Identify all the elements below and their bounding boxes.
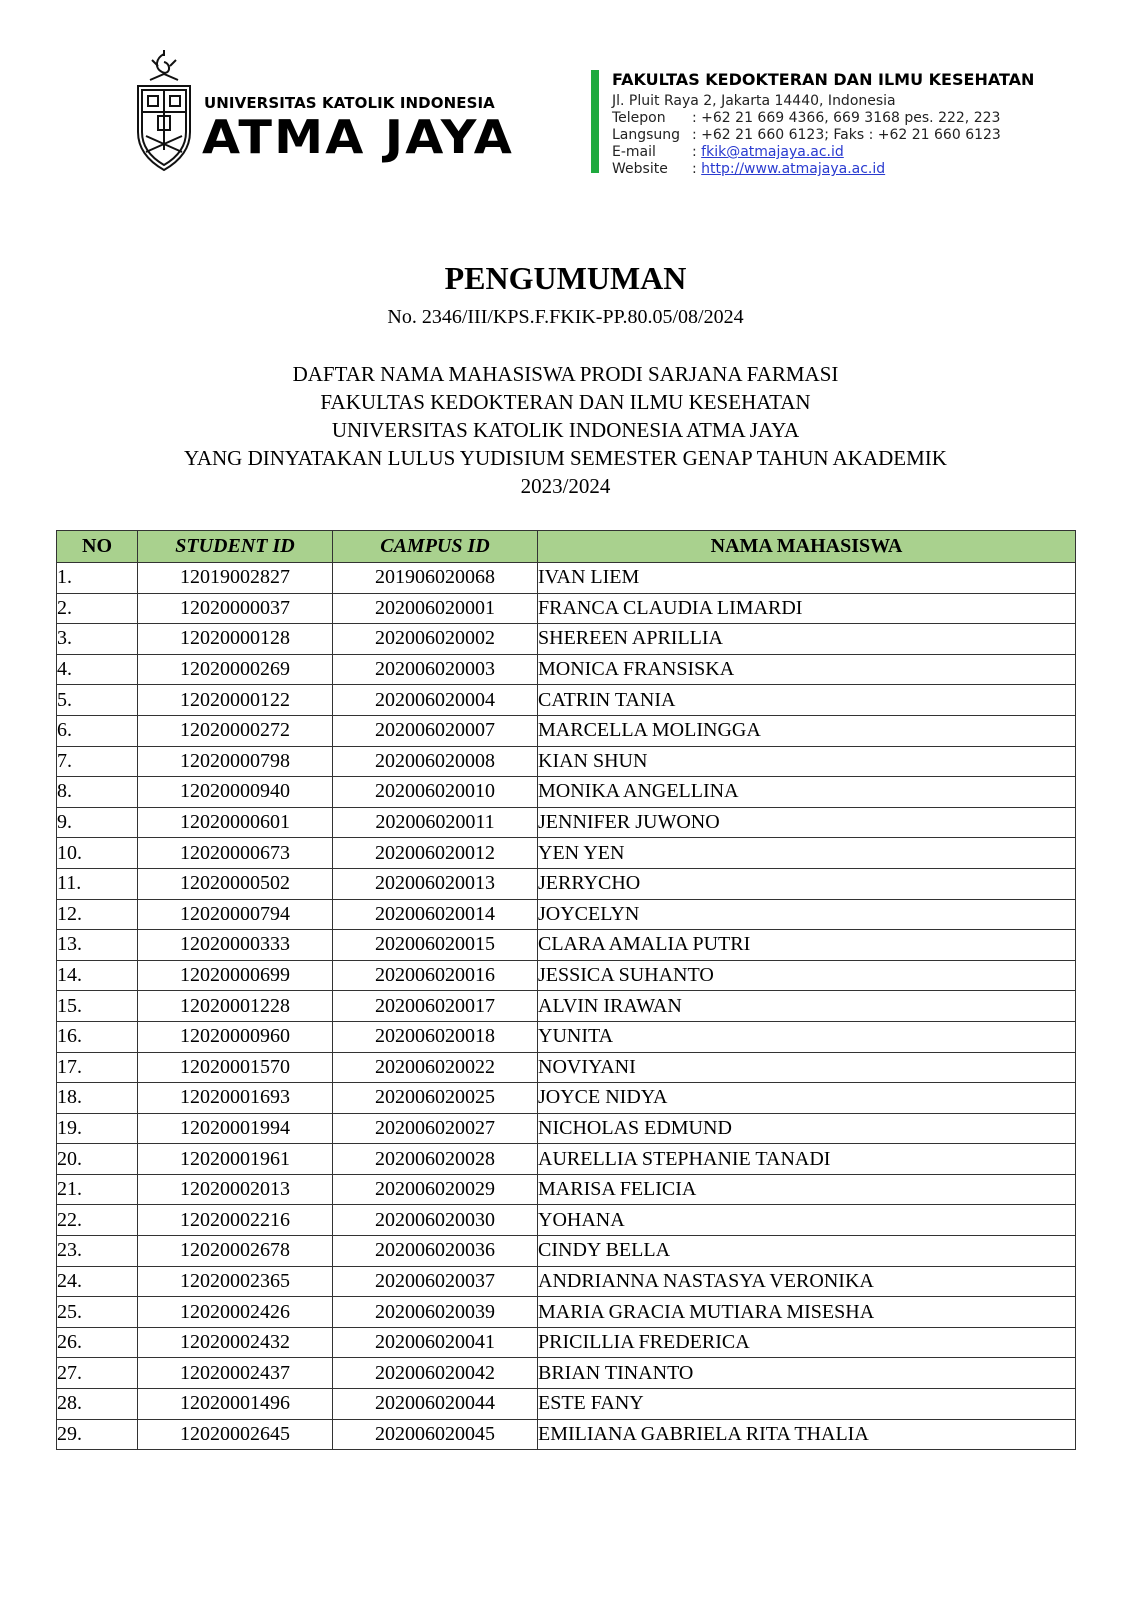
student-id-cell: 12020000940 (138, 777, 333, 808)
subtitle-line: FAKULTAS KEDOKTERAN DAN ILMU KESEHATAN (320, 390, 811, 414)
campus-id-cell: 202006020027 (333, 1113, 538, 1144)
student-name-cell: JOYCE NIDYA (538, 1083, 1076, 1114)
table-row (57, 1327, 1076, 1358)
graduate-list-table (56, 530, 1076, 1450)
student-name-cell: NOVIYANI (538, 1052, 1076, 1083)
table-row (57, 1389, 1076, 1420)
student-name-cell: NICHOLAS EDMUND (538, 1113, 1076, 1144)
row-number: 10. (57, 838, 138, 869)
campus-id-cell: 202006020030 (333, 1205, 538, 1236)
contact-info (612, 93, 1034, 178)
campus-id-cell: 202006020039 (333, 1297, 538, 1328)
student-id-cell: 12020002426 (138, 1297, 333, 1328)
announcement-number: No. 2346/III/KPS.F.FKIK-PP.80.05/08/2024 (387, 306, 744, 328)
student-name-cell: AURELLIA STEPHANIE TANADI (538, 1144, 1076, 1175)
student-name-cell: SHEREEN APRILLIA (538, 624, 1076, 655)
header-campus-id: CAMPUS ID (333, 531, 538, 563)
table-row (57, 1174, 1076, 1205)
row-number: 4. (57, 654, 138, 685)
email-link[interactable]: fkik@atmajaya.ac.id (701, 144, 844, 160)
student-name-cell: ALVIN IRAWAN (538, 991, 1076, 1022)
student-id-cell: 12020000673 (138, 838, 333, 869)
student-name-cell: ESTE FANY (538, 1389, 1076, 1420)
website-link[interactable]: http://www.atmajaya.ac.id (701, 161, 886, 177)
row-number: 28. (57, 1389, 138, 1420)
student-name-cell: CINDY BELLA (538, 1236, 1076, 1267)
header-student-id: STUDENT ID (138, 531, 333, 563)
university-subtitle: UNIVERSITAS KATOLIK INDONESIA (204, 94, 495, 112)
table-row (57, 624, 1076, 655)
table-row (57, 1144, 1076, 1175)
table-row (57, 777, 1076, 808)
campus-id-cell: 202006020013 (333, 868, 538, 899)
table-row (57, 1419, 1076, 1450)
student-id-cell: 12020001570 (138, 1052, 333, 1083)
campus-id-cell: 202006020014 (333, 899, 538, 930)
student-name-cell: ANDRIANNA NASTASYA VERONIKA (538, 1266, 1076, 1297)
announcement-title: PENGUMUMAN (444, 260, 687, 296)
student-name-cell: MARIA GRACIA MUTIARA MISESHA (538, 1297, 1076, 1328)
student-name-cell: FRANCA CLAUDIA LIMARDI (538, 593, 1076, 624)
student-id-cell: 12020001994 (138, 1113, 333, 1144)
row-number: 9. (57, 807, 138, 838)
student-name-cell: JESSICA SUHANTO (538, 960, 1076, 991)
university-name: ATMA JAYA (202, 110, 515, 164)
table-row (57, 1052, 1076, 1083)
student-id-cell: 12020001228 (138, 991, 333, 1022)
campus-id-cell: 202006020018 (333, 1021, 538, 1052)
row-number: 6. (57, 715, 138, 746)
contact-label: Website (612, 161, 668, 177)
table-row (57, 807, 1076, 838)
campus-id-cell: 202006020042 (333, 1358, 538, 1389)
student-name-cell: MARCELLA MOLINGGA (538, 715, 1076, 746)
row-number: 16. (57, 1021, 138, 1052)
student-id-cell: 12020000798 (138, 746, 333, 777)
row-number: 27. (57, 1358, 138, 1389)
student-name-cell: JOYCELYN (538, 899, 1076, 930)
student-name-cell: YEN YEN (538, 838, 1076, 869)
student-id-cell: 12020002678 (138, 1236, 333, 1267)
student-name-cell: MONIKA ANGELLINA (538, 777, 1076, 808)
university-logo (132, 50, 515, 175)
student-id-cell: 12020000699 (138, 960, 333, 991)
student-id-cell: 12020002365 (138, 1266, 333, 1297)
table-row (57, 685, 1076, 716)
campus-id-cell: 202006020044 (333, 1389, 538, 1420)
row-number: 29. (57, 1419, 138, 1450)
campus-id-cell: 202006020003 (333, 654, 538, 685)
faculty-name: FAKULTAS KEDOKTERAN DAN ILMU KESEHATAN (612, 70, 1035, 89)
table-header-row (57, 531, 1076, 563)
row-number: 22. (57, 1205, 138, 1236)
table-row (57, 899, 1076, 930)
campus-id-cell: 202006020011 (333, 807, 538, 838)
contact-row-phone (612, 110, 1034, 127)
student-id-cell: 12020002645 (138, 1419, 333, 1450)
row-number: 3. (57, 624, 138, 655)
student-name-cell: YOHANA (538, 1205, 1076, 1236)
row-number: 18. (57, 1083, 138, 1114)
student-id-cell: 12019002827 (138, 563, 333, 594)
student-id-cell: 12020000794 (138, 899, 333, 930)
student-id-cell: 12020001961 (138, 1144, 333, 1175)
campus-id-cell: 202006020012 (333, 838, 538, 869)
row-number: 13. (57, 930, 138, 961)
row-number: 21. (57, 1174, 138, 1205)
header-name: NAMA MAHASISWA (538, 531, 1076, 563)
table-row (57, 838, 1076, 869)
campus-id-cell: 202006020007 (333, 715, 538, 746)
table-row (57, 930, 1076, 961)
student-id-cell: 12020001693 (138, 1083, 333, 1114)
row-number: 24. (57, 1266, 138, 1297)
student-id-cell: 12020000272 (138, 715, 333, 746)
student-name-cell: PRICILLIA FREDERICA (538, 1327, 1076, 1358)
student-name-cell: YUNITA (538, 1021, 1076, 1052)
row-number: 26. (57, 1327, 138, 1358)
contact-label: E-mail (612, 144, 656, 160)
row-number: 15. (57, 991, 138, 1022)
student-id-cell: 12020000037 (138, 593, 333, 624)
row-number: 1. (57, 563, 138, 594)
contact-row-website (612, 161, 1034, 178)
table-row (57, 1266, 1076, 1297)
table-row (57, 960, 1076, 991)
table-row (57, 1083, 1076, 1114)
table-row (57, 654, 1076, 685)
student-name-cell: MARISA FELICIA (538, 1174, 1076, 1205)
atma-jaya-emblem-icon (132, 50, 196, 172)
campus-id-cell: 202006020001 (333, 593, 538, 624)
campus-id-cell: 202006020025 (333, 1083, 538, 1114)
student-id-cell: 12020000128 (138, 624, 333, 655)
student-id-cell: 12020002432 (138, 1327, 333, 1358)
campus-id-cell: 202006020017 (333, 991, 538, 1022)
student-id-cell: 12020000122 (138, 685, 333, 716)
campus-id-cell: 202006020029 (333, 1174, 538, 1205)
subtitle-line: UNIVERSITAS KATOLIK INDONESIA ATMA JAYA (331, 418, 800, 442)
row-number: 25. (57, 1297, 138, 1328)
campus-id-cell: 202006020045 (333, 1419, 538, 1450)
student-name-cell: BRIAN TINANTO (538, 1358, 1076, 1389)
campus-id-cell: 202006020037 (333, 1266, 538, 1297)
student-id-cell: 12020002437 (138, 1358, 333, 1389)
row-number: 19. (57, 1113, 138, 1144)
student-id-cell: 12020000601 (138, 807, 333, 838)
campus-id-cell: 202006020036 (333, 1236, 538, 1267)
campus-id-cell: 201906020068 (333, 563, 538, 594)
student-name-cell: IVAN LIEM (538, 563, 1076, 594)
faculty-accent-bar (591, 70, 599, 173)
student-id-cell: 12020000502 (138, 868, 333, 899)
table-row (57, 1113, 1076, 1144)
row-number: 14. (57, 960, 138, 991)
table-row (57, 746, 1076, 777)
table-row (57, 868, 1076, 899)
header-no: NO (57, 531, 138, 563)
table-row (57, 991, 1076, 1022)
campus-id-cell: 202006020015 (333, 930, 538, 961)
table-row (57, 1021, 1076, 1052)
subtitle-line: 2023/2024 (520, 474, 611, 498)
table-row (57, 715, 1076, 746)
student-id-cell: 12020001496 (138, 1389, 333, 1420)
table-row (57, 1297, 1076, 1328)
student-id-cell: 12020002013 (138, 1174, 333, 1205)
contact-row-email (612, 144, 1034, 161)
student-name-cell: EMILIANA GABRIELA RITA THALIA (538, 1419, 1076, 1450)
announcement-subtitle (0, 360, 1131, 500)
student-name-cell: MONICA FRANSISKA (538, 654, 1076, 685)
contact-separator: : (692, 161, 702, 177)
campus-id-cell: 202006020004 (333, 685, 538, 716)
student-id-cell: 12020000269 (138, 654, 333, 685)
row-number: 8. (57, 777, 138, 808)
student-id-cell: 12020000960 (138, 1021, 333, 1052)
student-id-cell: 12020002216 (138, 1205, 333, 1236)
campus-id-cell: 202006020002 (333, 624, 538, 655)
row-number: 12. (57, 899, 138, 930)
campus-id-cell: 202006020016 (333, 960, 538, 991)
table-body (57, 563, 1076, 1450)
campus-id-cell: 202006020028 (333, 1144, 538, 1175)
student-id-cell: 12020000333 (138, 930, 333, 961)
table-row (57, 1358, 1076, 1389)
contact-separator: : (692, 144, 702, 160)
row-number: 20. (57, 1144, 138, 1175)
student-name-cell: CLARA AMALIA PUTRI (538, 930, 1076, 961)
row-number: 5. (57, 685, 138, 716)
row-number: 17. (57, 1052, 138, 1083)
contact-value: : +62 21 660 6123; Faks : +62 21 660 6123 (692, 127, 1001, 143)
campus-id-cell: 202006020010 (333, 777, 538, 808)
subtitle-line: DAFTAR NAMA MAHASISWA PRODI SARJANA FARMASI (292, 362, 839, 386)
row-number: 23. (57, 1236, 138, 1267)
contact-value: : +62 21 669 4366, 669 3168 pes. 222, 223 (692, 110, 1001, 126)
table-row (57, 1205, 1076, 1236)
campus-id-cell: 202006020041 (333, 1327, 538, 1358)
campus-id-cell: 202006020008 (333, 746, 538, 777)
faculty-contact-block (612, 70, 1034, 178)
campus-id-cell: 202006020022 (333, 1052, 538, 1083)
student-name-cell: CATRIN TANIA (538, 685, 1076, 716)
row-number: 7. (57, 746, 138, 777)
student-name-cell: JERRYCHO (538, 868, 1076, 899)
student-name-cell: JENNIFER JUWONO (538, 807, 1076, 838)
table-row (57, 563, 1076, 594)
contact-label: Telepon (612, 110, 666, 126)
row-number: 11. (57, 868, 138, 899)
table-row (57, 1236, 1076, 1267)
student-name-cell: KIAN SHUN (538, 746, 1076, 777)
table-row (57, 593, 1076, 624)
row-number: 2. (57, 593, 138, 624)
contact-row-direct (612, 127, 1034, 144)
contact-label: Langsung (612, 127, 681, 143)
subtitle-line: YANG DINYATAKAN LULUS YUDISIUM SEMESTER GENAP TAHUN AKADEMIK (184, 446, 947, 470)
address-line: Jl. Pluit Raya 2, Jakarta 14440, Indonesia (612, 93, 896, 109)
